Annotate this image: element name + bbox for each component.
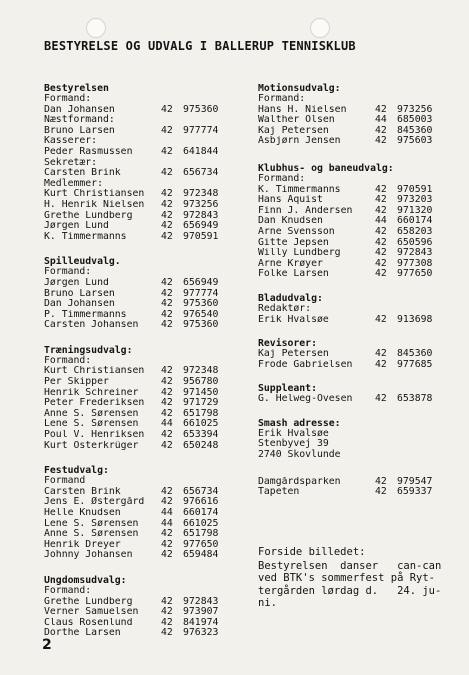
phone-prefix: 42 [161,538,173,550]
member-name: Erik Hvalsøe [258,314,329,325]
member-name: Poul V. Henriksen [44,430,145,441]
phone-number: 975360 [183,298,219,310]
member-name: Tapeten [258,487,300,498]
member-row [44,508,224,519]
phone-number: 972348 [183,365,219,377]
phone-prefix: 42 [161,386,173,398]
phone-prefix: 42 [375,257,387,269]
phone-number: 656734 [183,167,219,179]
committee-section [44,83,224,242]
phone-prefix: 42 [375,135,387,147]
member-name: Kaj Petersen [258,349,329,360]
member-name: Claus Rosenlund [44,617,133,628]
phone-prefix: 44 [161,507,173,518]
phone-prefix: 42 [375,183,387,195]
member-name: Jørgen Lund [44,277,109,288]
phone-number: 971729 [183,397,219,409]
phone-prefix: 42 [161,595,173,607]
member-name: Damgårdsparken [258,476,341,487]
phone-prefix: 44 [375,114,387,126]
phone-number: 651798 [183,528,219,540]
member-name: Arne Krøyer [258,258,323,269]
phone-prefix: 42 [375,313,387,325]
member-name: Peder Rasmussen [44,146,133,157]
member-name: Grethe Lundberg [44,596,133,607]
section-title: Spilleudvalg. [44,256,121,268]
phone-prefix: 42 [375,225,387,237]
caption-line: tergården lørdag d. 24. ju- [258,584,442,597]
phone-number: 658203 [397,225,433,237]
section-title: Bladudvalg: [258,292,323,304]
phone-number: 661025 [183,517,219,529]
member-name: K. Timmermanns [258,184,341,195]
member-name: H. Henrik Nielsen [44,199,145,210]
phone-prefix: 42 [161,496,173,508]
member-row [258,136,438,147]
caption-line: Forside billedet: [258,546,366,558]
member-name: Walther Olsen [258,115,335,126]
phone-number: 659337 [397,486,433,498]
phone-prefix: 42 [161,616,173,628]
member-name: Dan Johansen [44,299,115,310]
caption-line: ni. [258,597,277,609]
phone-prefix: 42 [375,475,387,487]
phone-number: 660174 [183,507,219,518]
committee-section [258,163,438,280]
caption-line: Bestyrelsen danser can-can [258,559,442,572]
phone-number: 977308 [397,257,433,269]
member-name: Dan Johansen [44,104,115,115]
phone-prefix: 42 [375,236,387,248]
member-name: Henrik Dreyer [44,539,121,550]
phone-prefix: 44 [375,215,387,227]
page-number: 2 [42,637,52,653]
phone-prefix: 42 [161,276,173,288]
phone-prefix: 42 [161,287,173,299]
phone-prefix: 42 [161,188,173,200]
member-name: Kurt Christiansen [44,366,145,377]
role-label: Stenbyvej 39 [258,438,329,450]
phone-prefix: 42 [375,247,387,259]
phone-number: 641844 [183,145,219,157]
phone-prefix: 42 [161,220,173,232]
section-title: Ungdomsudvalg: [44,574,127,586]
role-label: Formand: [44,93,92,104]
member-name: Jens E. Østergård [44,497,145,508]
member-name: Bruno Larsen [44,125,115,136]
phone-prefix: 42 [161,308,173,320]
phone-prefix: 42 [375,194,387,206]
phone-number: 653878 [397,393,433,405]
role-label: Formand: [44,584,92,596]
role-label: Formand: [44,354,92,366]
member-name: Kurt Osterkrüger [44,440,139,451]
phone-number: 972843 [183,595,219,607]
phone-number: 979547 [397,475,433,487]
phone-number: 977685 [397,358,433,370]
phone-prefix: 42 [375,204,387,216]
committee-section [44,465,224,561]
member-name: Carsten Brink [44,168,121,179]
member-name: Anne S. Sørensen [44,408,139,419]
member-row [44,232,224,243]
member-name: Verner Samuelsen [44,607,139,618]
member-name: Arne Svensson [258,226,335,237]
member-row [44,320,224,331]
section-title: Festudvalg: [44,465,109,477]
phone-number: 659484 [183,549,219,561]
member-name: Kaj Petersen [258,125,329,136]
phone-number: 841974 [183,616,219,628]
phone-number: 685003 [397,114,433,126]
role-label: Redaktør: [258,302,312,314]
role-label: Næstformand: [44,114,115,126]
member-name: Dorthe Larsen [44,628,121,639]
phone-number: 972843 [183,209,219,221]
member-name: Jørgen Lund [44,221,109,232]
committee-section [44,256,224,331]
member-row [258,394,438,405]
role-label: 2740 Skovlunde [258,449,341,461]
phone-number: 650596 [397,236,433,248]
punch-hole-right [310,18,330,38]
phone-prefix: 42 [375,393,387,405]
phone-number: 656949 [183,220,219,232]
phone-prefix: 42 [161,485,173,497]
member-row [44,200,224,211]
section-title: Smash adresse: [258,417,341,429]
member-name: Finn J. Andersen [258,205,353,216]
page-title: BESTYRELSE OG UDVALG I BALLERUP TENNISKLUB [44,39,356,53]
member-name: Kurt Christiansen [44,189,145,200]
phone-prefix: 42 [161,124,173,136]
member-name: Frode Gabrielsen [258,359,353,370]
member-name: Folke Larsen [258,269,329,280]
role-label: Medlemmer: [44,177,103,189]
member-name: Dan Knudsen [258,216,323,227]
phone-prefix: 42 [375,486,387,498]
section-title: Klubhus- og baneudvalg: [258,162,394,174]
phone-prefix: 42 [161,429,173,441]
phone-prefix: 42 [161,549,173,561]
member-row [44,628,224,639]
phone-prefix: 42 [375,268,387,280]
member-name: Asbjørn Jensen [258,136,341,147]
phone-number: 656949 [183,276,219,288]
committee-section [258,338,438,370]
phone-number: 956780 [183,376,219,388]
member-row [44,441,224,452]
phone-prefix: 42 [161,198,173,210]
member-name: Bruno Larsen [44,288,115,299]
phone-number: 970591 [183,230,219,242]
phone-prefix: 42 [161,319,173,331]
member-name: K. Timmermanns [44,231,127,242]
member-name: Grethe Lundberg [44,210,133,221]
committee-section [258,83,438,147]
phone-number: 973256 [183,198,219,210]
member-name: Per Skipper [44,377,109,388]
phone-number: 650248 [183,439,219,451]
phone-prefix: 42 [161,145,173,157]
member-name: Willy Lundberg [258,248,341,259]
member-row [258,360,438,371]
member-name: Lene S. Sørensen [44,518,139,529]
phone-prefix: 42 [375,124,387,136]
member-name: Henrik Schreiner [44,387,139,398]
member-name: Helle Knudsen [44,508,121,518]
phone-number: 970591 [397,183,433,195]
phone-number: 977650 [397,268,433,280]
committee-section [258,418,438,461]
punch-hole-left [86,18,106,38]
phone-number: 971320 [397,204,433,216]
phone-number: 975360 [183,103,219,115]
member-name: Gitte Jepsen [258,237,329,248]
phone-number: 976616 [183,496,219,508]
member-name: Peter Frederiksen [44,398,145,409]
phone-prefix: 42 [161,365,173,377]
member-name: Hans Åquist [258,195,323,206]
phone-number: 977650 [183,538,219,550]
phone-prefix: 42 [161,528,173,540]
member-row [258,227,438,238]
member-name: Hans H. Nielsen [258,104,347,115]
member-name: Carsten Johansen [44,320,139,331]
phone-prefix: 44 [161,517,173,529]
phone-prefix: 42 [375,103,387,115]
phone-number: 975603 [397,135,433,147]
member-row [44,550,224,561]
role-label: Sekretær: [44,156,98,168]
section-title: Suppleant: [258,383,317,395]
phone-prefix: 42 [375,358,387,370]
committee-section [258,383,438,405]
member-name: Johnny Johansen [44,550,133,561]
section-title: Bestyrelsen [44,83,109,94]
phone-prefix: 42 [161,230,173,242]
phone-prefix: 42 [161,439,173,451]
phone-number: 976540 [183,308,219,320]
phone-prefix: 42 [161,209,173,221]
phone-number: 971450 [183,386,219,398]
committee-section [258,477,438,498]
phone-number: 845360 [397,348,433,360]
phone-number: 972348 [183,188,219,200]
section-title: Revisorer: [258,338,317,350]
role-label: Formand: [258,93,306,104]
role-label: Formand: [44,266,92,278]
phone-number: 660174 [397,215,433,227]
cover-photo-caption [258,546,453,610]
phone-prefix: 44 [161,418,173,430]
phone-prefix: 42 [161,397,173,409]
role-label: Formand [44,475,86,487]
phone-prefix: 42 [161,103,173,115]
phone-number: 656734 [183,485,219,497]
member-row [44,278,224,289]
phone-number: 973203 [397,194,433,206]
caption-line: ved BTK's sommerfest på Ryt- [258,572,436,584]
member-name: P. Timmermanns [44,309,127,320]
phone-prefix: 42 [161,627,173,639]
role-label: Erik Hvalsøe [258,427,329,439]
phone-prefix: 42 [161,606,173,618]
right-column [258,83,438,511]
committee-section [44,575,224,639]
member-row [258,269,438,280]
phone-number: 972843 [397,247,433,259]
phone-number: 976323 [183,627,219,639]
role-label: Formand: [258,172,306,184]
phone-prefix: 42 [161,298,173,310]
phone-prefix: 42 [161,407,173,419]
section-title: Træningsudvalg: [44,344,133,356]
phone-number: 913698 [397,313,433,325]
member-name: Anne S. Sørensen [44,529,139,540]
phone-prefix: 42 [161,376,173,388]
member-name: Lene S. Sørensen [44,419,139,430]
left-column [44,83,224,653]
section-title: Motionsudvalg: [258,83,341,94]
member-name: Carsten Brink [44,486,121,497]
phone-number: 977774 [183,287,219,299]
phone-number: 973256 [397,103,433,115]
phone-number: 975360 [183,319,219,331]
role-label: Kasserer: [44,135,98,147]
committee-section [258,293,438,325]
phone-number: 651798 [183,407,219,419]
member-row [258,487,438,498]
phone-number: 977774 [183,124,219,136]
phone-prefix: 42 [161,167,173,179]
phone-prefix: 42 [375,348,387,360]
member-row [44,147,224,158]
phone-number: 845360 [397,124,433,136]
member-row [258,315,438,326]
phone-number: 661025 [183,418,219,430]
committee-section [44,345,224,451]
phone-number: 653394 [183,429,219,441]
phone-number: 973907 [183,606,219,618]
member-name: G. Helweg-Ovesen [258,394,353,405]
